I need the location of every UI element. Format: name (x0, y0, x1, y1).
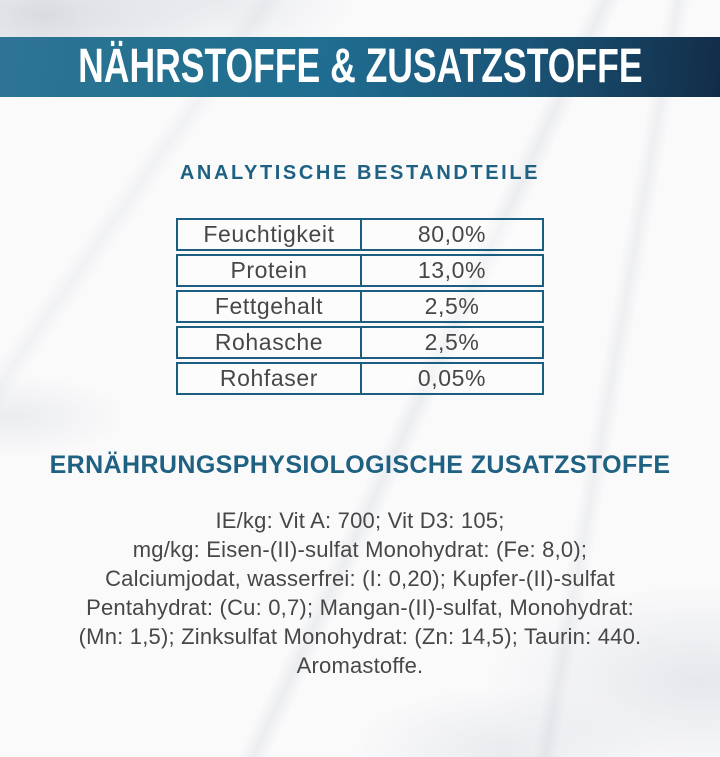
product-nutrition-label (0, 37, 720, 757)
table-row (176, 326, 544, 359)
analytical-table (176, 218, 544, 395)
analytical-heading: ANALYTISCHE BESTANDTEILE (179, 162, 541, 184)
banner-title: NÄHRSTOFFE & ZUSATZSTOFFE (77, 40, 643, 93)
table-row (176, 290, 544, 323)
additives-line: (Mn: 1,5); Zinksulfat Monohydrat: (Zn: 14,5); Taurin: 440. (78, 624, 642, 649)
additives-section (0, 450, 720, 680)
table-cell-value: 2,5% (360, 292, 542, 321)
banner (0, 37, 720, 97)
table-cell-value: 13,0% (360, 256, 542, 285)
table-row (176, 362, 544, 395)
analytical-section (0, 161, 720, 395)
table-cell-value: 0,05% (360, 364, 542, 393)
additives-line: Aromastoffe. (296, 653, 424, 678)
table-row (176, 254, 544, 287)
table-cell-label: Protein (230, 257, 308, 283)
table-cell-label: Feuchtigkeit (203, 221, 335, 247)
additives-line: IE/kg: Vit A: 700; Vit D3: 105; (215, 508, 505, 533)
table-row (176, 218, 544, 251)
additives-line: mg/kg: Eisen-(II)-sulfat Monohydrat: (Fe: 8,0); (132, 537, 588, 562)
table-cell-value: 80,0% (360, 220, 542, 249)
table-cell-label: Rohasche (214, 329, 324, 355)
additives-line: Pentahydrat: (Cu: 0,7); Mangan-(II)-sulfat, Monohydrat: (86, 595, 634, 620)
table-cell-value: 2,5% (360, 328, 542, 357)
table-cell-label: Fettgehalt (214, 293, 324, 319)
additives-heading: ERNÄHRUNGSPHYSIOLOGISCHE ZUSATZSTOFFE (49, 451, 671, 479)
additives-text (20, 506, 700, 680)
additives-line: Calciumjodat, wasserfrei: (I: 0,20); Kupfer-(II)-sulfat (105, 566, 615, 591)
table-cell-label: Rohfaser (219, 365, 319, 391)
